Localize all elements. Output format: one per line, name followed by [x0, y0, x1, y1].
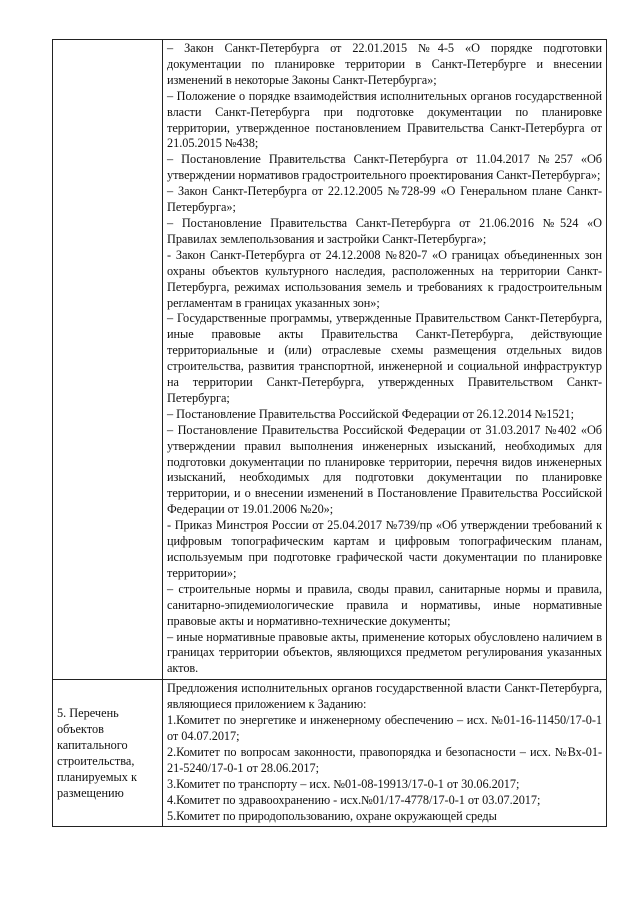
- table-row: [53, 40, 607, 680]
- list-item: 2.Комитет по вопросам законности, правопорядка и безопасности – исх. №Вх-01-21-5240/17-0-1 от 28.06.2017;: [167, 744, 602, 775]
- row-content-cell: [163, 40, 607, 680]
- list-item: 1.Комитет по энергетике и инженерному обеспечению – исх. №01-16-11450/17-0-1 от 04.07.2017;: [167, 713, 602, 743]
- row-label-cell: [53, 40, 163, 680]
- list-item: – Закон Санкт-Петербурга от 22.12.2005 №728-99 «О Генеральном плане Санкт-Петербурга»;: [167, 184, 602, 215]
- list-item: – Постановление Правительства Российской Федерации от 26.12.2014 №1521;: [167, 406, 574, 421]
- list-item: – Постановление Правительства Российской Федерации от 31.03.2017 №402 «Об утверждении правил выполнения инженерных изысканий, необходимых для подготовки документации по планировке территории, перечня видов инженерных изысканий, необходимых для подготовки документации по планировке территории, и о внесении изменений в Постановление Правительства Российской Федерации от 19.01.2006 №20»;: [167, 422, 602, 517]
- requirements-table: [52, 39, 607, 827]
- list-item: – Положение о порядке взаимодействия исполнительных органов государственной власти Санкт-Петербурга при подготовке документации по планировке территории, утвержденное постановлением Правительства Санкт-Петербурга от 21.05.2015 №438;: [167, 88, 602, 151]
- list-item: - Закон Санкт-Петербурга от 24.12.2008 №820-7 «О границах объединенных зон охраны объектов культурного наследия, расположенных на территории Санкт-Петербурга, режимах использования земель и требованиях к градостроительным регламентам в границах указанных зон»;: [167, 247, 602, 310]
- list-item: – строительные нормы и правила, своды правил, санитарные нормы и правила, санитарно-эпидемиологические правила и нормативы, иные нормативные правовые акты и нормативно-технические документы;: [167, 581, 602, 628]
- list-item: – иные нормативные правовые акты, применение которых обусловлено наличием в границах территории объектов, являющихся предметом регулирования указанных актов.: [167, 629, 602, 676]
- table-row: [53, 680, 607, 827]
- list-item: - Приказ Минстроя России от 25.04.2017 №739/пр «Об утверждении требований к цифровым топографическим картам и цифровым топографическим планам, используемым при подготовке графической части документации по планировке территории»;: [167, 518, 602, 580]
- list-item: – Государственные программы, утвержденные Правительством Санкт-Петербурга, иные правовые акты Правительства Санкт-Петербурга, действующие территориальные и (или) отраслевые схемы размещения отдельных видов строительства, развития транспортной, инженерной и социальной инфраструктур на территории Санкт-Петербурга, утвержденных Правительством Санкт-Петербурга;: [167, 311, 602, 405]
- row-label: 5. Перечень объектов капитального строительства, планируемых к размещению: [57, 706, 138, 801]
- list-item: 3.Комитет по транспорту – исх. №01-08-19913/17-0-1 от 30.06.2017;: [167, 776, 520, 791]
- list-item: – Постановление Правительства Санкт-Петербурга от 21.06.2016 №524 «О Правилах землепользования и застройки Санкт-Петербурга»;: [167, 215, 602, 246]
- row-label-cell: [53, 680, 163, 827]
- list-item: – Постановление Правительства Санкт-Петербурга от 11.04.2017 №257 «Об утверждении нормативов градостроительного проектирования Санкт-Петербурга»;: [167, 152, 602, 183]
- list-item: 5.Комитет по природопользованию, охране окружающей среды: [167, 808, 497, 823]
- list-item: Предложения исполнительных органов государственной власти Санкт-Петербурга, являющиеся приложением к Заданию:: [167, 681, 602, 712]
- row-content-cell: [163, 680, 607, 827]
- list-item: 4.Комитет по здравоохранению - исх.№01/17-4778/17-0-1 от 03.07.2017;: [167, 792, 541, 807]
- list-item: – Закон Санкт-Петербурга от 22.01.2015 №4-5 «О порядке подготовки документации по планировке территории в Санкт-Петербурге и внесении изменений в некоторые Законы Санкт-Петербурга»;: [167, 41, 602, 87]
